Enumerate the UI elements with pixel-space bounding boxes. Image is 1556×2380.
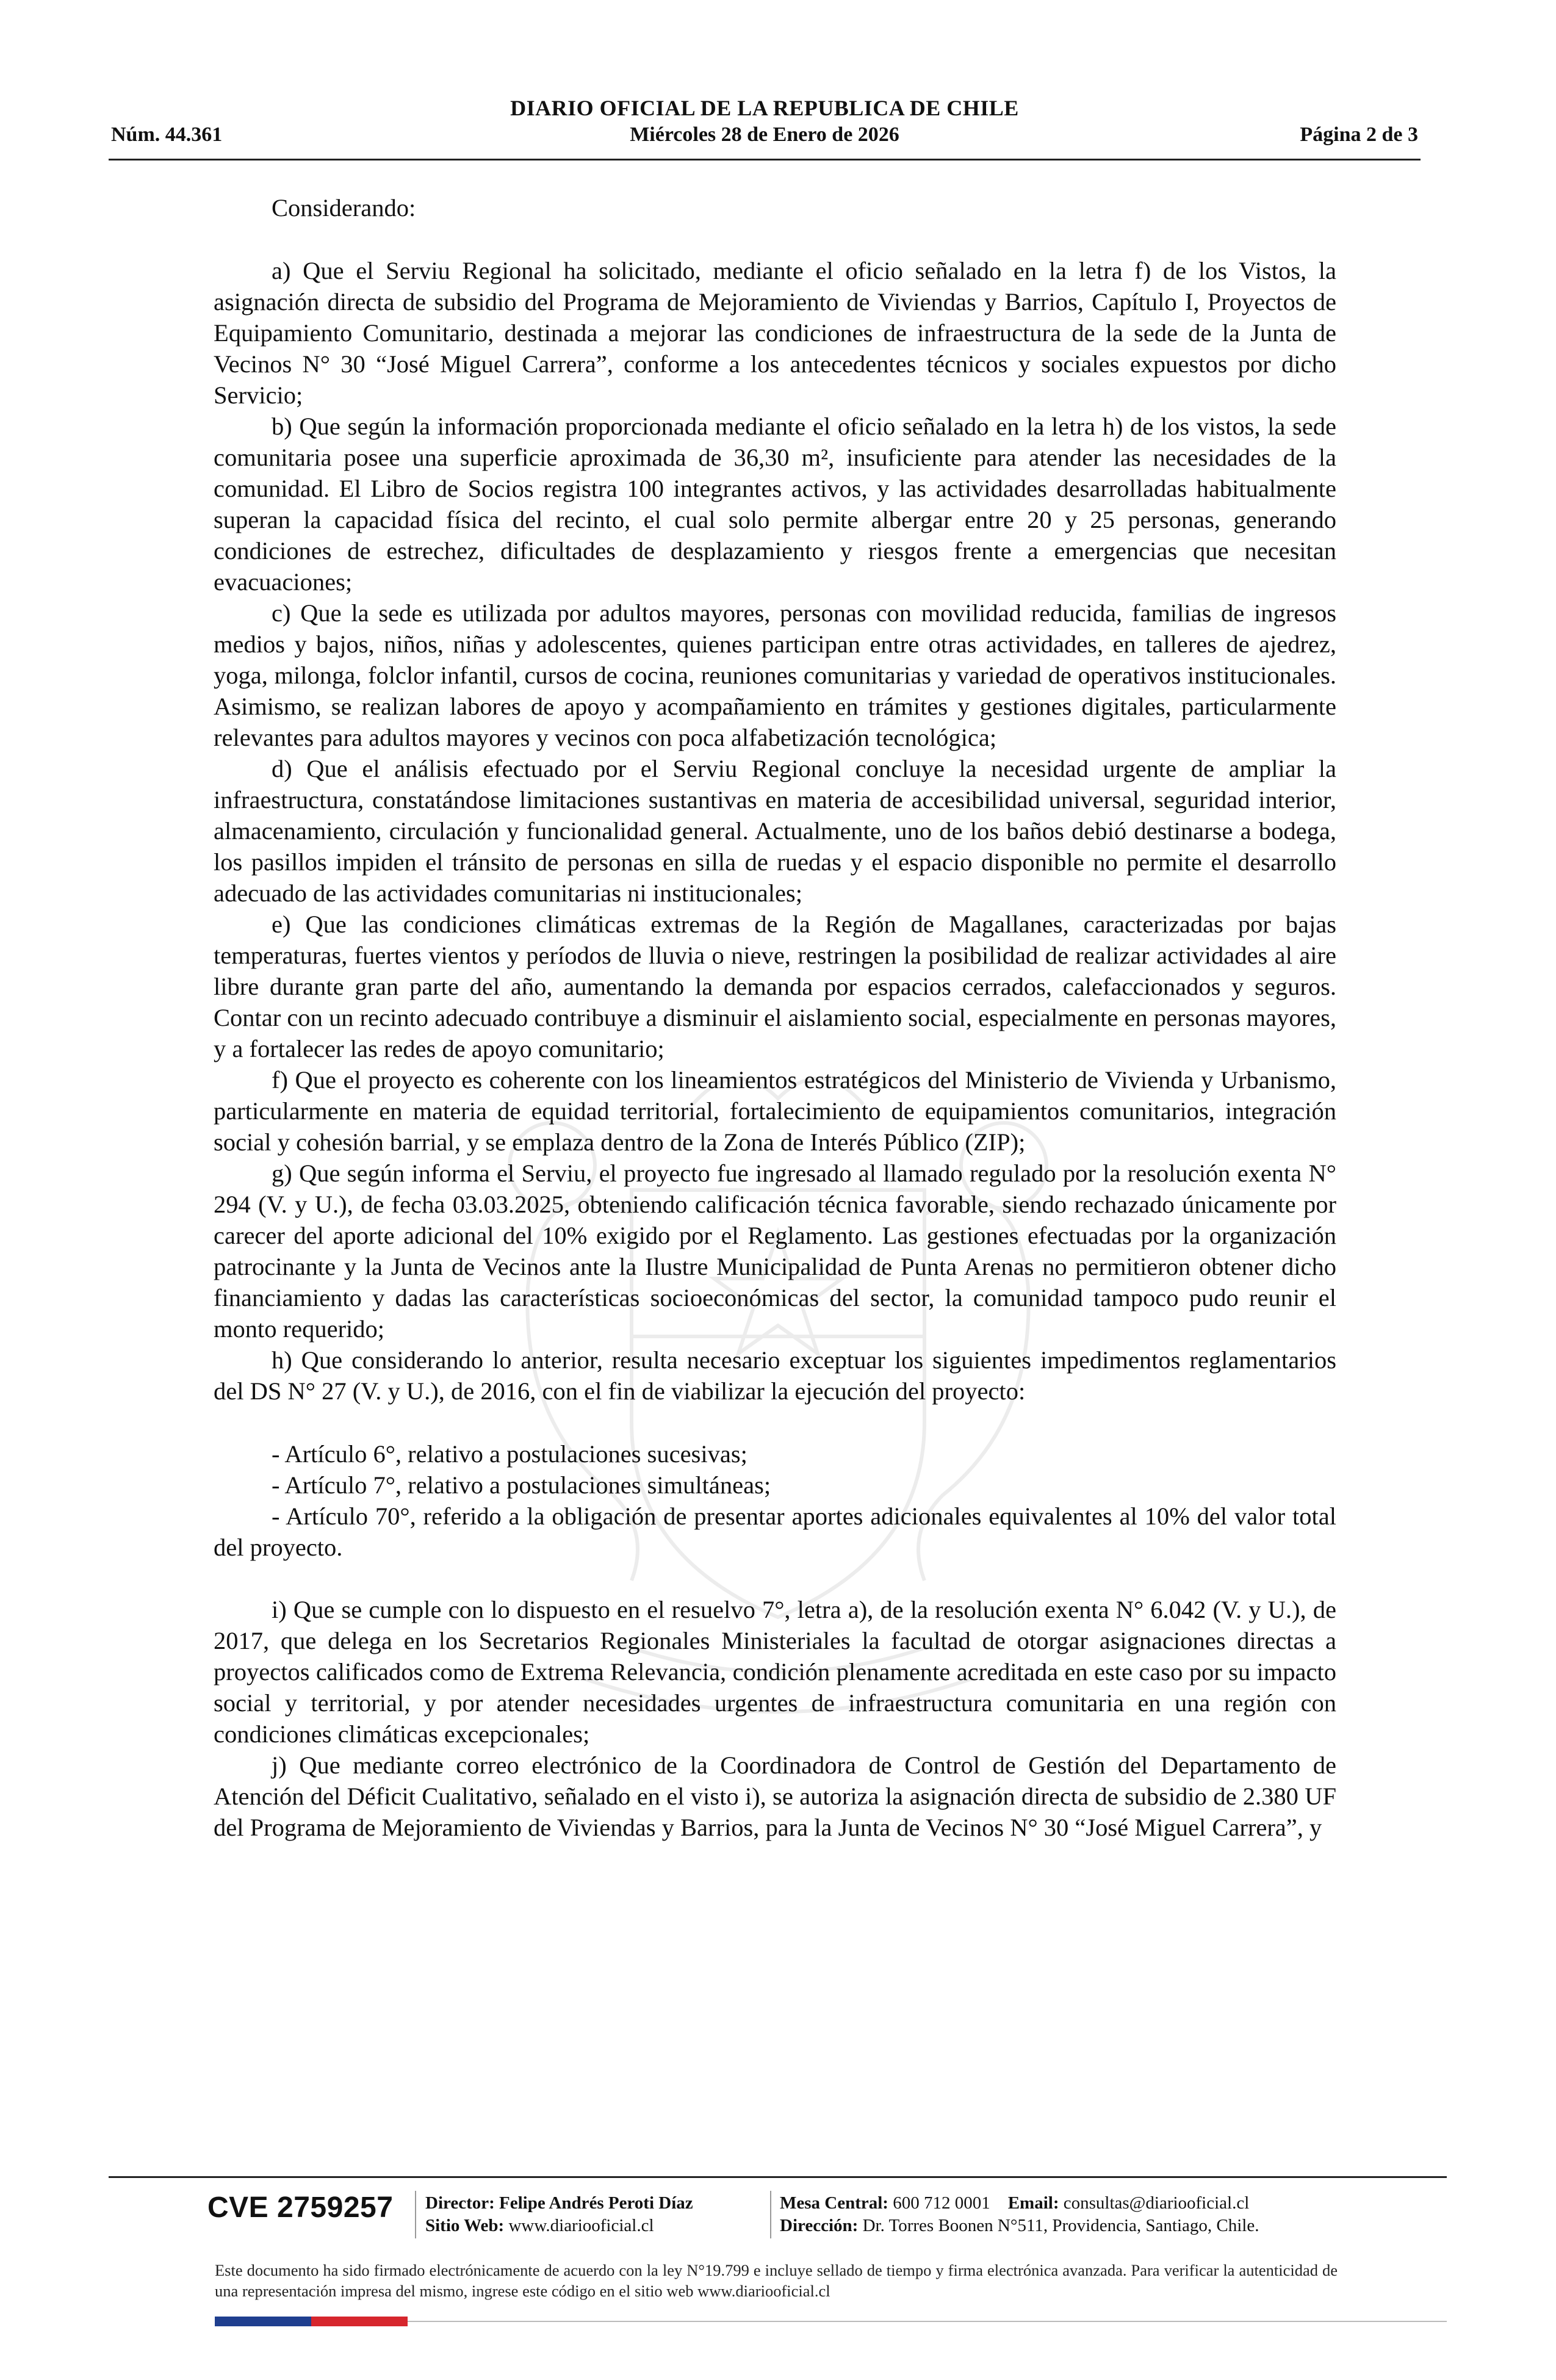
exceptions-list <box>214 1438 1336 1563</box>
page-indicator: Página 2 de 3 <box>1300 123 1418 146</box>
address-value: Dr. Torres Boonen N°511, Providencia, Santiago, Chile. <box>862 2216 1259 2235</box>
footer-contact-block <box>780 2192 1259 2237</box>
paragraph-c: c) Que la sede es utilizada por adultos mayores, personas con movilidad reducida, familias de ingresos medios y bajos, niños, niñas y adolescentes, quienes participan entre otras actividades, en talleres de ajedrez, yoga, milonga, folclor infantil, cursos de cocina, reuniones comunitarias y variedad de operativos institucionales. Asimismo, se realizan labores de apoyo y acompañamiento en trámites y gestiones digitales, particularmente relevantes para adultos mayores y vecinos con poca alfabetización tecnológica; <box>214 599 1336 751</box>
issue-number: Núm. 44.361 <box>111 123 223 146</box>
cve-code: CVE 2759257 <box>207 2191 394 2224</box>
mesa-phone: 600 712 0001 <box>893 2193 990 2213</box>
list-item: - Artículo 70°, referido a la obligación de presentar aportes adicionales equivalentes al 10% del valor total del proyecto. <box>214 1502 1336 1561</box>
address-label: Dirección: <box>780 2216 859 2235</box>
issue-date: Miércoles 28 de Enero de 2026 <box>630 123 899 146</box>
color-bar-red <box>311 2317 408 2326</box>
paragraph-b: b) Que según la información proporcionada mediante el oficio señalado en la letra h) de los vistos, la sede comunitaria posee una superficie aproximada de 36,30 m², insuficiente para atender las necesidades de la comunidad. El Libro de Socios registra 100 integrantes activos, y las actividades desarrolladas habitualmente superan la capacidad física del recinto, el cual solo permite albergar entre 20 y 25 personas, generando condiciones de estrechez, dificultades de desplazamiento y riesgos frente a emergencias que necesitan evacuaciones; <box>214 413 1336 596</box>
publication-title: DIARIO OFICIAL DE LA REPUBLICA DE CHILE <box>510 96 1019 120</box>
site-link[interactable]: www.diariooficial.cl <box>508 2216 654 2235</box>
section-heading: Considerando: <box>272 194 416 222</box>
mesa-label: Mesa Central: <box>780 2193 888 2213</box>
spacer <box>214 1563 1336 1594</box>
signature-note: Este documento ha sido firmado electrónicamente de acuerdo con la ley N°19.799 e incluye sellado de tiempo y firma electrónica avanzada. Para verificar la autenticidad de una representación impresa del mismo, ingrese este código en el sitio web www.diariooficial.cl <box>215 2261 1338 2300</box>
color-bar-blue <box>215 2317 311 2326</box>
paragraph-f: f) Que el proyecto es coherente con los lineamientos estratégicos del Ministerio de Vivienda y Urbanismo, particularmente en materia de equidad territorial, fortalecimiento de equipamientos comunitarios, integración social y cohesión barrial, y se emplaza dentro de la Zona de Interés Público (ZIP); <box>214 1066 1336 1156</box>
site-label: Sitio Web: <box>425 2216 505 2235</box>
director-name: Felipe Andrés Peroti Díaz <box>499 2193 693 2213</box>
paragraph-e: e) Que las condiciones climáticas extremas de la Región de Magallanes, caracterizadas por bajas temperaturas, fuertes vientos y períodos de lluvia o nieve, restringen la posibilidad de realizar actividades al aire libre durante gran parte del año, aumentando la demanda por espacios cerrados, calefaccionados y seguros. Contar con un recinto adecuado contribuye a disminuir el aislamiento social, especialmente en personas mayores, y a fortalecer las redes de apoyo comunitario; <box>214 911 1336 1062</box>
paragraph-i: i) Que se cumple con lo dispuesto en el resuelvo 7°, letra a), de la resolución exenta N° 6.042 (V. y U.), de 2017, que delega en los Secretarios Regionales Ministeriales la facultad de otorgar asignaciones directas a proyectos calificados como de Extrema Relevancia, condición plenamente acreditada en este caso por su impacto social y territorial, y por atender necesidades urgentes de infraestructura comunitaria en una región con condiciones climáticas excepcionales; <box>214 1596 1336 1748</box>
paragraph-j: j) Que mediante correo electrónico de la Coordinadora de Control de Gestión del Departamento de Atención del Déficit Cualitativo, señalado en el visto i), se autoriza la asignación directa de subsidio de 2.380 UF del Programa de Mejoramiento de Viviendas y Barrios, para la Junta de Vecinos N° 30 “José Miguel Carrera”, y <box>214 1751 1336 1841</box>
page-header <box>109 92 1421 160</box>
color-bar-line <box>408 2321 1447 2322</box>
flag-color-bar <box>215 2317 408 2326</box>
footer-separator <box>770 2191 771 2238</box>
list-item: - Artículo 7°, relativo a postulaciones simultáneas; <box>272 1471 771 1499</box>
paragraph-h: h) Que considerando lo anterior, resulta necesario exceptuar los siguientes impedimentos reglamentarios del DS N° 27 (V. y U.), de 2016, con el fin de viabilizar la ejecución del proyecto: <box>214 1346 1336 1405</box>
paragraph-g: g) Que según informa el Serviu, el proyecto fue ingresado al llamado regulado por la resolución exenta N° 294 (V. y U.), de fecha 03.03.2025, obteniendo calificación técnica favorable, siendo rechazado únicamente por carecer del aporte adicional del 10% exigido por el Reglamento. Las gestiones efectuadas por la organización patrocinante y la Junta de Vecinos ante la Ilustre Municipalidad de Punta Arenas no permitieron obtener dicho financiamiento y dadas las características socioeconómicas del sector, la comunidad tampoco pudo reunir el monto requerido; <box>214 1159 1336 1343</box>
paragraph-a: a) Que el Serviu Regional ha solicitado, mediante el oficio señalado en la letra f) de los Vistos, la asignación directa de subsidio del Programa de Mejoramiento de Viviendas y Barrios, Capítulo I, Proyectos de Equipamiento Comunitario, destinada a mejorar las condiciones de infraestructura de la sede de la Junta de Vecinos N° 30 “José Miguel Carrera”, conforme a los antecedentes técnicos y sociales expuestos por dicho Servicio; <box>214 257 1336 409</box>
email-label: Email: <box>1007 2193 1059 2213</box>
footer-director-block <box>425 2192 693 2237</box>
paragraph-d: d) Que el análisis efectuado por el Serviu Regional concluye la necesidad urgente de ampliar la infraestructura, constatándose limitaciones sustantivas en materia de accesibilidad universal, seguridad interior, almacenamiento, circulación y funcionalidad general. Actualmente, uno de los baños debió destinarse a bodega, los pasillos impiden el tránsito de personas en silla de ruedas y el espacio disponible no permite el desarrollo adecuado de las actividades comunitarias ni institucionales; <box>214 755 1336 907</box>
document-body <box>214 192 1336 1843</box>
email-link[interactable]: consultas@diariooficial.cl <box>1063 2193 1250 2213</box>
footer-divider <box>109 2176 1447 2178</box>
list-item: - Artículo 6°, relativo a postulaciones sucesivas; <box>272 1440 747 1468</box>
footer-separator <box>415 2191 416 2238</box>
director-label: Director: <box>425 2193 495 2213</box>
